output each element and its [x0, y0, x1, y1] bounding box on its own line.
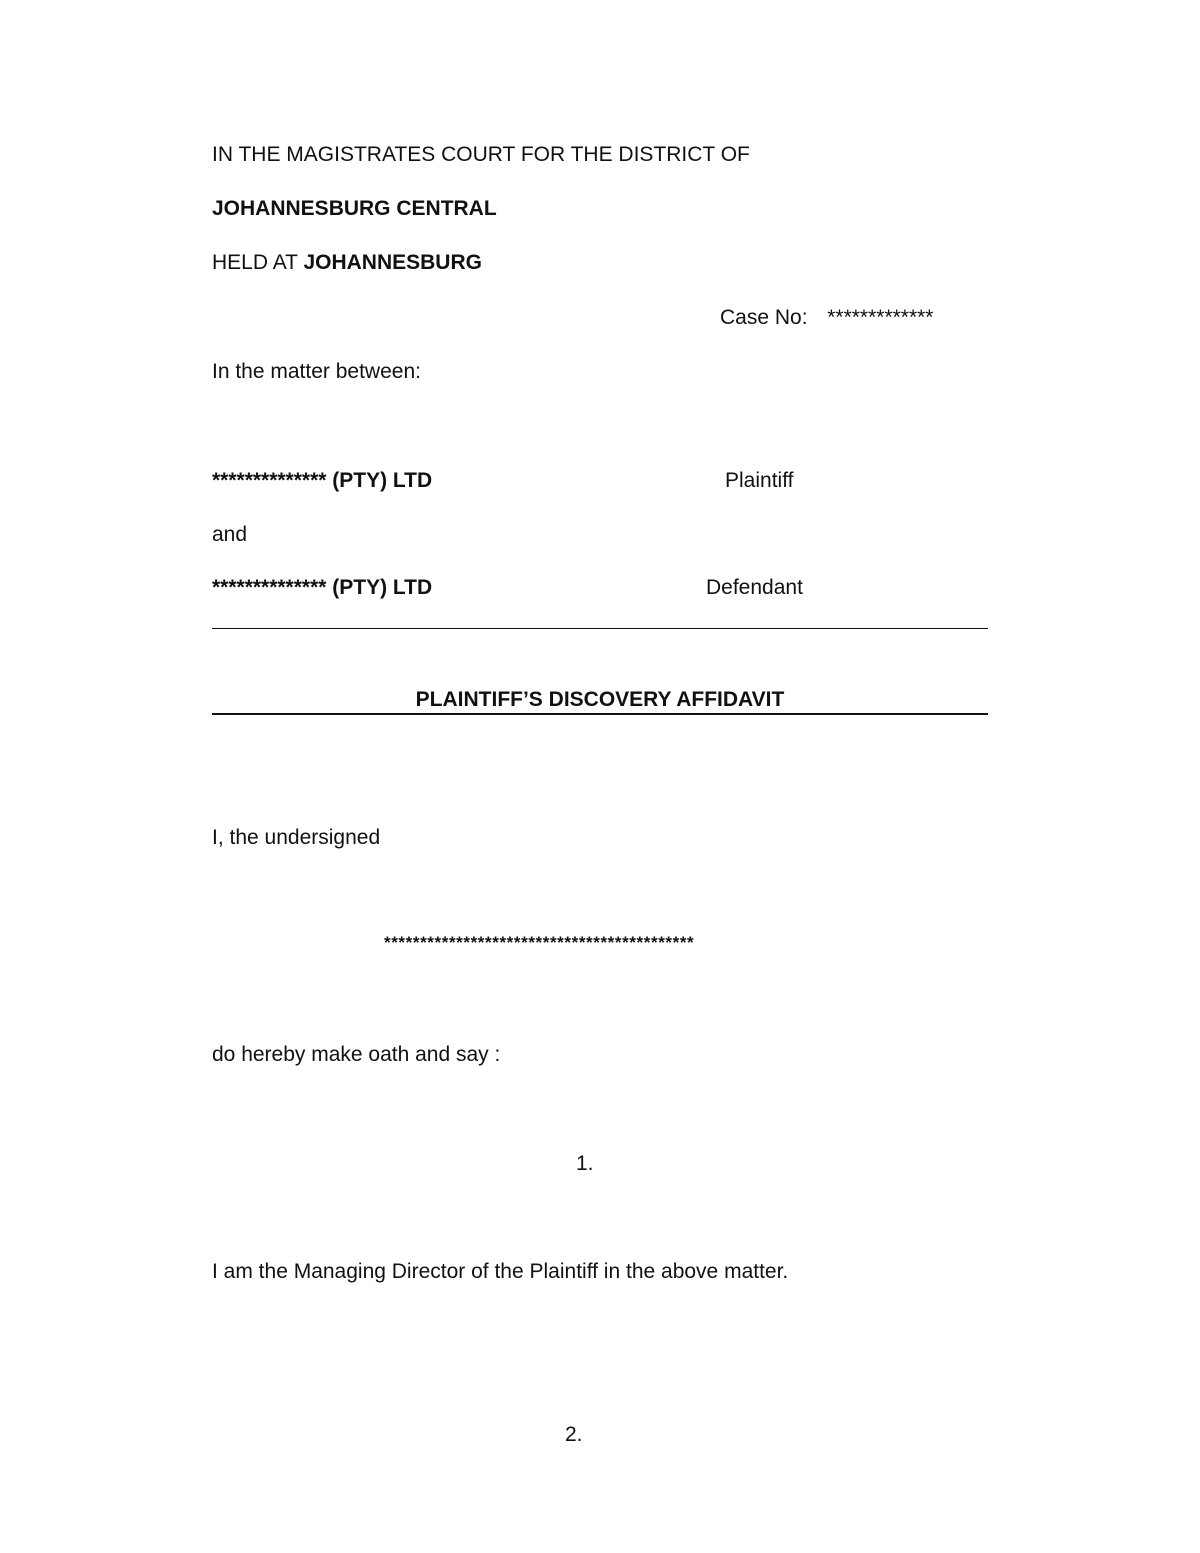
deponent-intro: I, the undersigned: [212, 826, 381, 849]
parties-intro: In the matter between:: [212, 360, 421, 383]
case-number-value: *************: [827, 306, 934, 329]
oath-statement: do hereby make oath and say :: [212, 1043, 501, 1066]
court-heading: IN THE MAGISTRATES COURT FOR THE DISTRICT OF: [212, 143, 750, 166]
held-at-place: JOHANNESBURG: [303, 251, 482, 274]
divider-rule: [212, 628, 988, 629]
defendant-name: ************** (PTY) LTD: [212, 576, 433, 599]
title-underline: [212, 713, 988, 715]
party-conjunction: and: [212, 523, 248, 546]
paragraph-1-text: I am the Managing Director of the Plaintiff in the above matter.: [212, 1260, 789, 1283]
case-number-line: [720, 306, 933, 330]
defendant-role: Defendant: [706, 576, 803, 599]
held-at-line: [212, 251, 482, 275]
deponent-name: *******************************************: [384, 933, 695, 952]
case-number-label: Case No:: [720, 306, 808, 329]
document-title: PLAINTIFF’S DISCOVERY AFFIDAVIT: [415, 688, 785, 711]
paragraph-number-2: 2.: [565, 1423, 583, 1446]
court-district: JOHANNESBURG CENTRAL: [212, 197, 497, 220]
plaintiff-name: ************** (PTY) LTD: [212, 469, 433, 492]
paragraph-number-1: 1.: [576, 1152, 594, 1175]
plaintiff-role: Plaintiff: [725, 469, 794, 492]
held-at-label: HELD AT: [212, 251, 298, 274]
